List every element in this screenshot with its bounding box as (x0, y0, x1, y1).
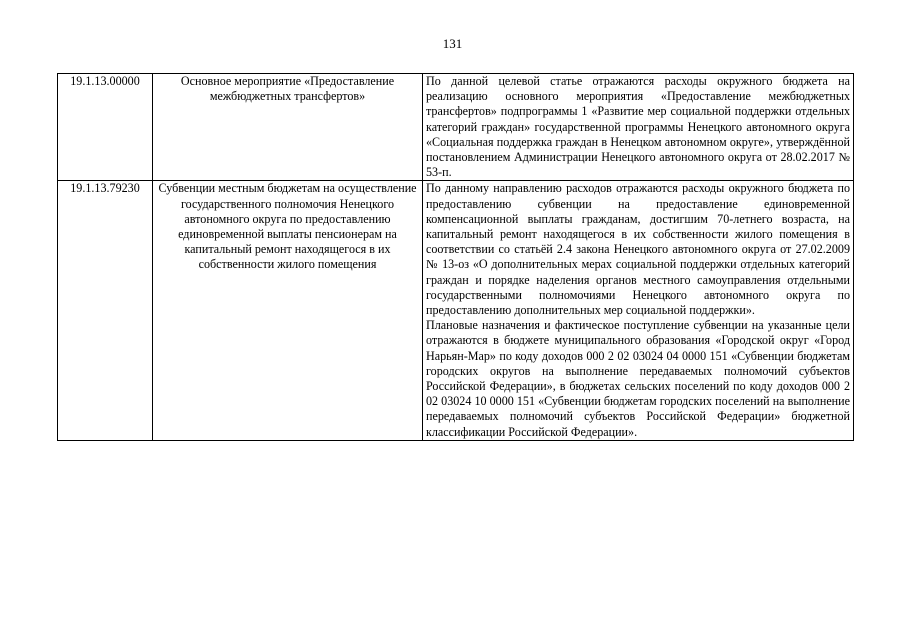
description-paragraph: По данной целевой статье отражаются расходы окружного бюджета на реализацию основного мероприятия «Предоставление межбюджетных трансфертов» подпрограммы 1 «Развитие мер социальной поддержки отдельных категорий граждан» государственной программы Ненецкого автономного округа «Социальная поддержка граждан в Ненецком автономном округе», утверждённой постановлением Администрации Ненецкого автономного округа от 28.02.2017 № 53-п. (426, 74, 850, 180)
table-row (58, 181, 854, 440)
target-article-description (423, 181, 854, 440)
target-article-description (423, 74, 854, 181)
target-article-code: 19.1.13.79230 (58, 181, 153, 440)
target-article-name: Субвенции местным бюджетам на осуществление государственного полномочия Ненецкого автономного округа по предоставлению единовременной выплаты пенсионерам на капитальный ремонт находящегося в их собственности жилого помещения (153, 181, 423, 440)
target-article-name: Основное мероприятие «Предоставление межбюджетных трансфертов» (153, 74, 423, 181)
description-paragraph: По данному направлению расходов отражаются расходы окружного бюджета по предоставлению субвенции на предоставление единовременной компенсационной выплаты гражданам, достигшим 70-летнего возраста, на капитальный ремонт находящегося в их собственности жилого помещения в соответствии со статьёй 2.4 закона Ненецкого автономного округа от 27.02.2009 № 13-оз «О дополнительных мерах социальной поддержки отдельных категорий граждан и порядке наделения органов местного самоуправления отдельными государственными полномочиями Ненецкого автономного округа по предоставлению дополнительных мер социальной поддержки». (426, 181, 850, 318)
table-row (58, 74, 854, 181)
target-article-code: 19.1.13.00000 (58, 74, 153, 181)
budget-classification-table (57, 73, 854, 441)
page-number: 131 (442, 36, 463, 51)
description-paragraph: Плановые назначения и фактическое поступление субвенции на указанные цели отражаются в бюджете муниципального образования «Городской округ «Город Нарьян-Мар» по коду доходов 000 2 02 03024 04 0000 151 «Субвенции бюджетам городских округов на выполнение передаваемых полномочий субъектов Российской Федерации», в бюджетах сельских поселений по коду доходов 000 2 02 03024 10 0000 151 «Субвенции бюджетам городских поселений на выполнение передаваемых полномочий субъектов Российской Федерации» бюджетной классификации Российской Федерации». (426, 318, 850, 439)
